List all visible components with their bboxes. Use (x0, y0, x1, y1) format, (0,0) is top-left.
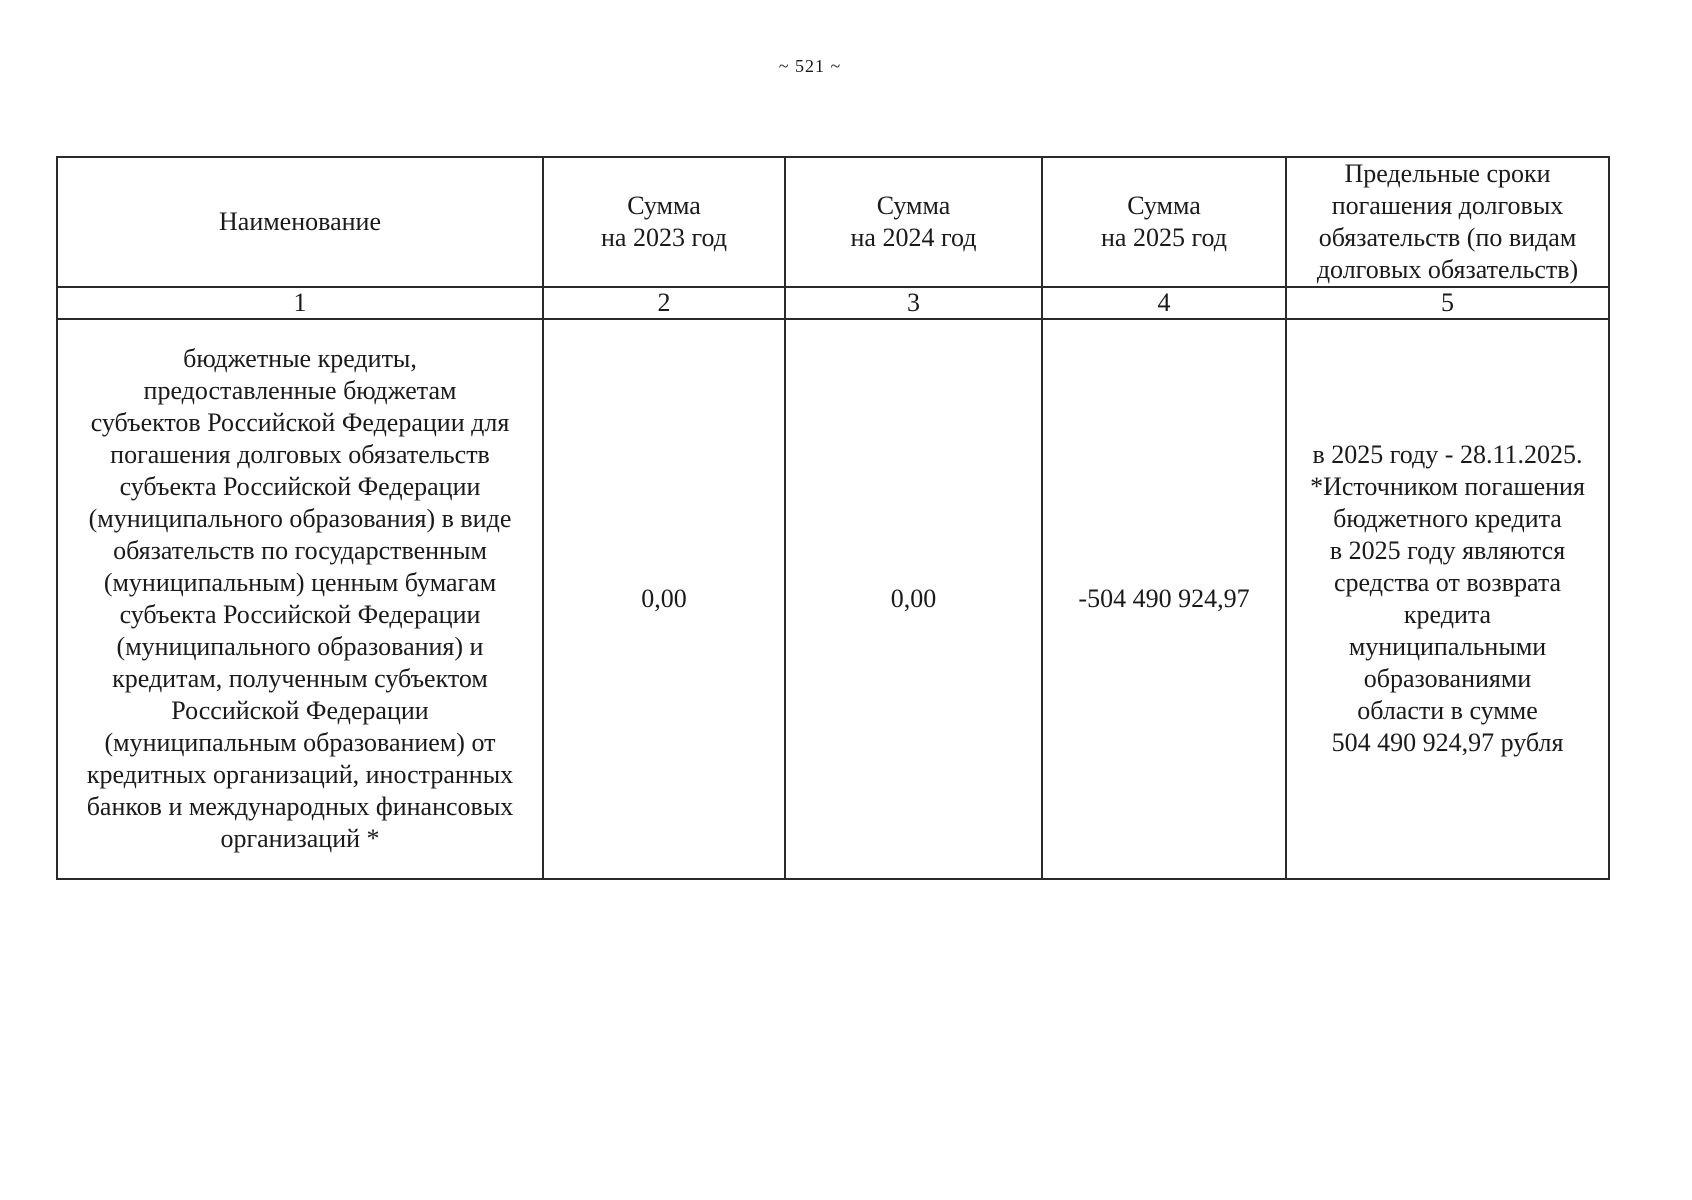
column-number-row (57, 287, 1609, 319)
column-number: 4 (1042, 287, 1286, 319)
row-term: в 2025 году - 28.11.2025. *Источником погашения бюджетного кредита в 2025 году являются средства от возврата кредита муниципальными образованиями области в сумме 504 490 924,97 рубля (1310, 440, 1585, 757)
header-sum-2023: Сумма на 2023 год (543, 157, 785, 287)
column-number: 3 (785, 287, 1042, 319)
row-sum-2024: 0,00 (785, 319, 1042, 879)
header-sum-2024: Сумма на 2024 год (785, 157, 1042, 287)
header-name: Наименование (57, 157, 543, 287)
row-name: бюджетные кредиты, предоставленные бюджетам субъектов Российской Федерации для погашения долговых обязательств субъекта Российской Федерации (муниципального образования) в виде обязательств по государственным (муниципальным) ценным бумагам субъекта Российской Федерации (муниципального образования) и кредитам, полученным субъектом Российской Федерации (муниципальным образованием) от кредитных организаций, иностранных банков и международных финансовых организаций * (86, 344, 514, 853)
table-header-row (57, 157, 1609, 287)
table-row (57, 319, 1609, 879)
row-name-cell (57, 319, 543, 879)
column-number: 1 (57, 287, 543, 319)
column-number: 2 (543, 287, 785, 319)
column-number: 5 (1286, 287, 1609, 319)
header-repayment-term: Предельные сроки погашения долговых обязательств (по видам долговых обязательств) (1286, 157, 1609, 287)
header-sum-2025: Сумма на 2025 год (1042, 157, 1286, 287)
row-term-cell (1286, 319, 1609, 879)
row-sum-2023: 0,00 (543, 319, 785, 879)
debt-table (56, 156, 1610, 880)
row-sum-2025: -504 490 924,97 (1042, 319, 1286, 879)
page-number: ~ 521 ~ (778, 56, 842, 76)
